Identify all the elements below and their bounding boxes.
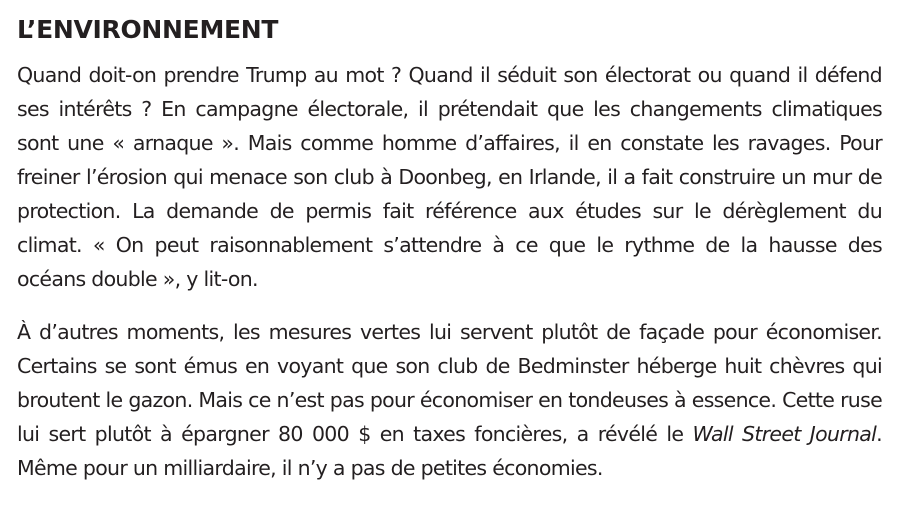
- newspaper-title: Wall Street Journal: [692, 422, 877, 446]
- paragraph-1: Quand doit-on prendre Trump au mot ? Quand il séduit son électorat ou quand il défend ses intérêts ? En campagne électorale, il prétendait que les changements climatiques sont une « arnaque ». Mais comme homme d’affaires, il en constate les ravages. Pour freiner l’érosion qui menace son club à Doonbeg, en Irlande, il a fait construire un mur de protection. La demande de permis fait référence aux études sur le dérèglement du climat. « On peut raisonnablement s’attendre à ce que le rythme de la hausse des océans double », y lit-on.: [17, 63, 882, 291]
- article: [17, 14, 882, 485]
- paragraph-2-text-after: . Même pour un milliardaire, il n’y a pas de petites économies.: [17, 422, 882, 480]
- section-heading: L’ENVIRONNEMENT: [17, 15, 279, 44]
- paragraph-2-text-before: À d’autres moments, les mesures vertes lui servent plutôt de façade pour économiser. Certains se sont émus en voyant que son club de Bedminster héberge huit chèvres qui broutent le gazon. Mais ce n’est pas pour économiser en tondeuses à essence. Cette ruse lui sert plutôt à épargner 80 000 $ en taxes foncières, a révélé le: [17, 320, 882, 446]
- paragraph-2: [17, 315, 882, 485]
